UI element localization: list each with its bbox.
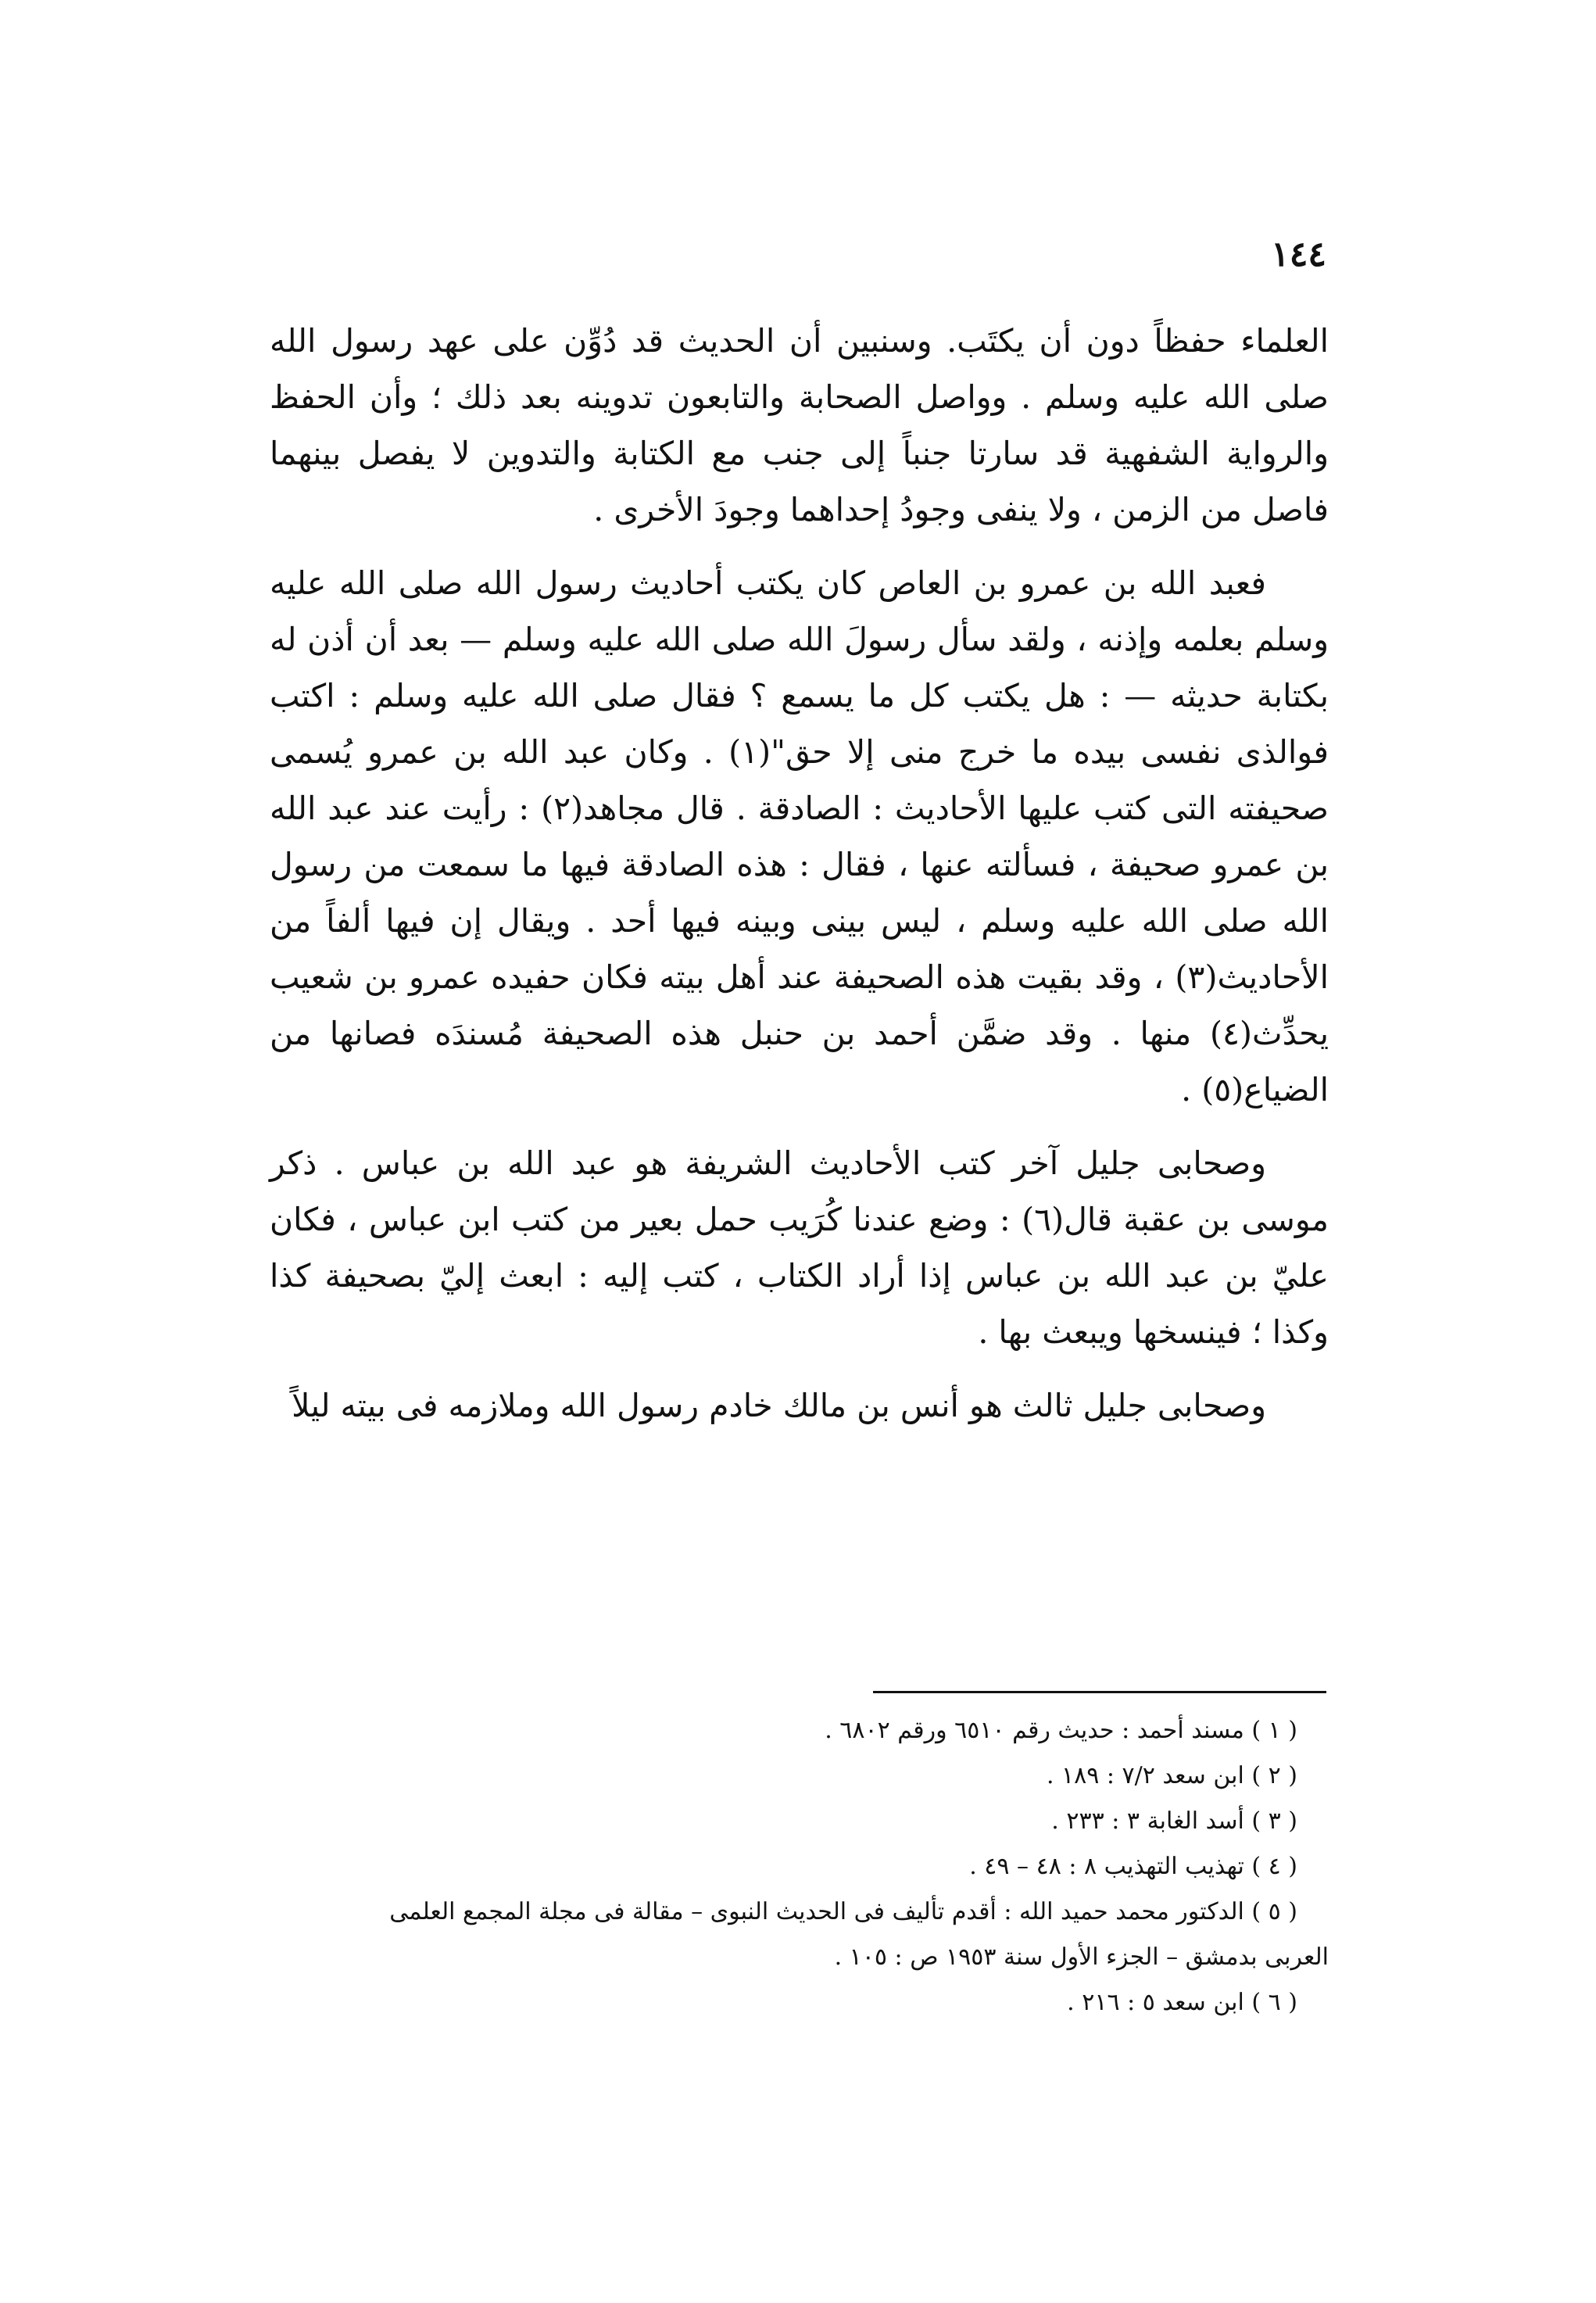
paragraph-3: وصحابى جليل آخر كتب الأحاديث الشريفة هو عبد الله بن عباس . ذكر موسى بن عقبة قال(٦) : وضع عندنا كُرَيب حمل بعير من كتب ابن عباس ، فكان عليّ بن عبد الله بن عباس إذا أراد الكتاب ، كتب إليه : ابعث إليّ بصحيفة كذا وكذا ؛ فينسخها ويبعث بها .: [270, 1144, 1329, 1351]
footnote-4: ( ٤ ) تهذيب التهذيب ٨ : ٤٨ – ٤٩ .: [969, 1853, 1297, 1880]
footnotes: [270, 1708, 1329, 2025]
footnote-divider: [873, 1691, 1326, 1693]
footnote-5: ( ٥ ) الدكتور محمد حميد الله : أقدم تأليف فى الحديث النبوى – مقالة فى مجلة المجمع العلمى: [389, 1898, 1297, 1925]
footnote-2: ( ٢ ) ابن سعد ٧/٢ : ١٨٩ .: [1046, 1762, 1297, 1789]
paragraph-1: العلماء حفظاً دون أن يكتَب. وسنبين أن الحديث قد دُوِّن على عهد رسول الله صلى الله عليه وسلم . وواصل الصحابة والتابعون تدوينه بعد ذلك ؛ وأن الحفظ والرواية الشفهية قد سارتا جنباً إلى جنب مع الكتابة والتدوين لا يفصل بينهما فاصل من الزمن ، ولا ينفى وجودُ إحداهما وجودَ الأخرى .: [270, 322, 1329, 528]
main-text: [270, 313, 1329, 1451]
page-number: ١٤٤: [1271, 235, 1326, 274]
footnote-5-continued: العربى بدمشق – الجزء الأول سنة ١٩٥٣ ص : ١٠٥ .: [834, 1943, 1329, 1971]
footnote-1: ( ١ ) مسند أحمد : حديث رقم ٦٥١٠ ورقم ٦٨٠٢ .: [825, 1717, 1297, 1744]
paragraph-4: وصحابى جليل ثالث هو أنس بن مالك خادم رسول الله وملازمه فى بيته ليلاً: [292, 1387, 1266, 1424]
footnote-6: ( ٦ ) ابن سعد ٥ : ٢١٦ .: [1067, 1989, 1297, 2016]
footnote-3: ( ٣ ) أسد الغابة ٣ : ٢٣٣ .: [1051, 1807, 1297, 1835]
paragraph-2: فعبد الله بن عمرو بن العاص كان يكتب أحاديث رسول الله صلى الله عليه وسلم بعلمه وإذنه ، ولقد سأل رسولَ الله صلى الله عليه وسلم — بعد أن أذن له بكتابة حديثه — : هل يكتب كل ما يسمع ؟ فقال صلى الله عليه وسلم : اكتب فوالذى نفسى بيده ما خرج منى إلا حق"(١) . وكان عبد الله بن عمرو يُسمى صحيفته التى كتب عليها الأحاديث : الصادقة . قال مجاهد(٢) : رأيت عند عبد الله بن عمرو صحيفة ، فسألته عنها ، فقال : هذه الصادقة فيها ما سمعت من رسول الله صلى الله عليه وسلم ، ليس بينى وبينه فيها أحد . ويقال إن فيها ألفاً من الأحاديث(٣) ، وقد بقيت هذه الصحيفة عند أهل بيته فكان حفيده عمرو بن شعيب يحدِّث(٤) منها . وقد ضمَّن أحمد بن حنبل هذه الصحيفة مُسندَه فصانها من الضياع(٥) .: [270, 564, 1329, 1109]
